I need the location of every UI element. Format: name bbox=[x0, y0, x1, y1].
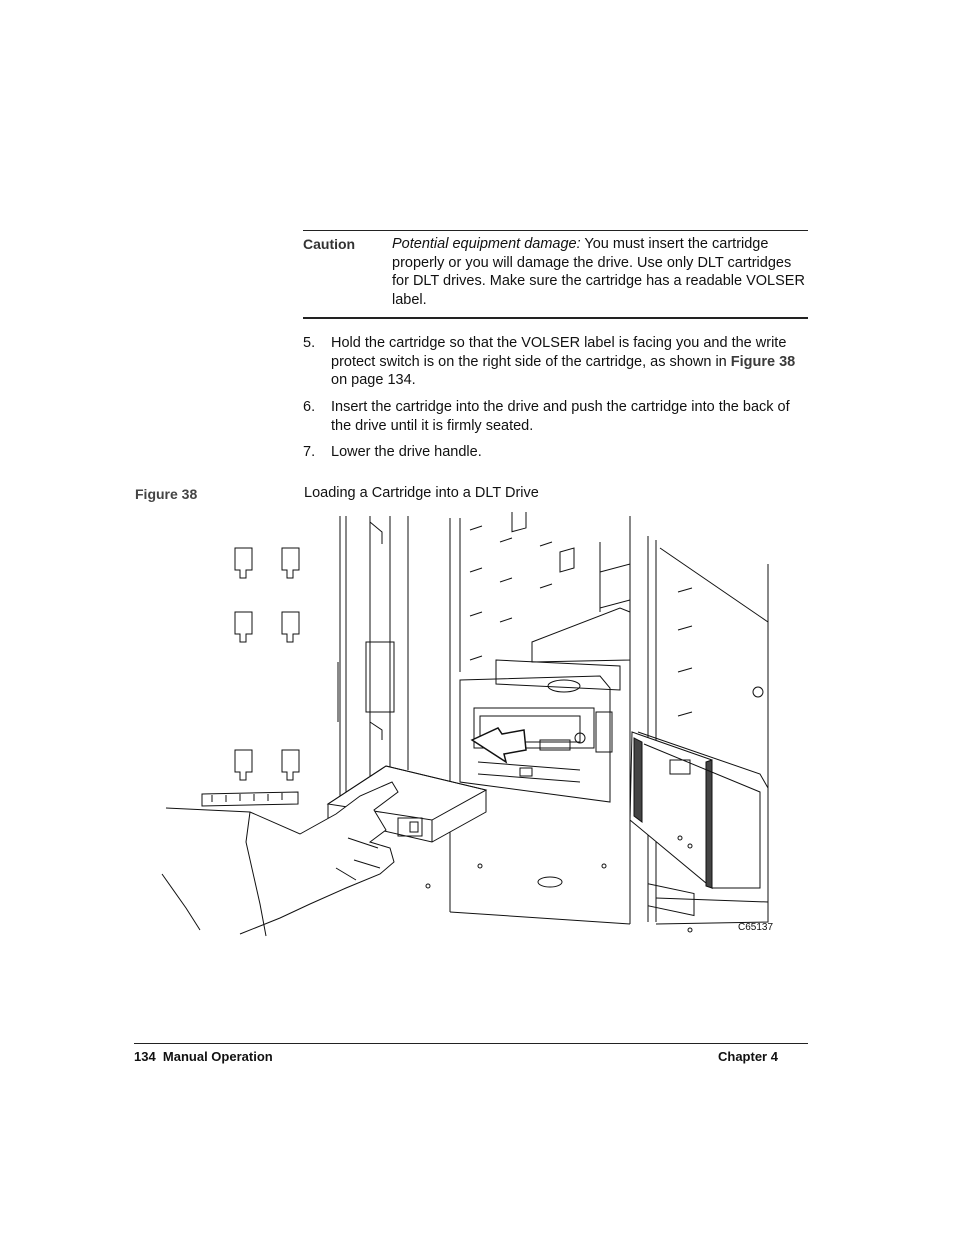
library-left-column bbox=[338, 516, 408, 812]
step-6 bbox=[303, 398, 803, 436]
figure-link[interactable]: Figure 38 bbox=[730, 353, 796, 370]
library-center-column bbox=[450, 512, 630, 924]
footer-chapter: Chapter 4 bbox=[718, 1049, 778, 1064]
library-floor bbox=[426, 864, 692, 932]
figure-label: Figure 38 bbox=[135, 486, 198, 502]
step-text: Lower the drive handle. bbox=[331, 444, 482, 460]
step-number: 7. bbox=[303, 444, 316, 460]
step-7 bbox=[303, 443, 803, 463]
drive-bay bbox=[460, 660, 620, 802]
removed-drive bbox=[630, 732, 768, 916]
figure-code: C65137 bbox=[738, 922, 774, 933]
caution-text bbox=[392, 235, 808, 309]
caution-label: Caution bbox=[303, 236, 356, 252]
caution-body: You must insert the cartridge properly or you will damage the drive. Use only DLT cartridges for DLT drives. Make sure the cartridge has a readable VOLSER label. bbox=[392, 236, 805, 308]
caution-bottom-rule bbox=[303, 317, 808, 319]
step-number: 6. bbox=[303, 399, 316, 415]
step-text: Insert the cartridge into the drive and push the cartridge into the back of the drive until it is firmly seated. bbox=[331, 399, 790, 434]
footer-page-section: 134 Manual Operation bbox=[134, 1049, 273, 1064]
hand bbox=[162, 782, 398, 936]
step-number: 5. bbox=[303, 335, 316, 351]
dlt-drive-illustration bbox=[160, 512, 790, 940]
footer-rule bbox=[134, 1043, 808, 1044]
left-wall-brackets bbox=[202, 548, 299, 806]
caution-top-rule bbox=[303, 230, 808, 231]
figure-illustration bbox=[160, 512, 790, 940]
caution-lead: Potential equipment damage: bbox=[392, 236, 581, 252]
figure-title: Loading a Cartridge into a DLT Drive bbox=[304, 485, 539, 501]
step-5 bbox=[303, 334, 803, 390]
step-text: Hold the cartridge so that the VOLSER label is facing you and the write protect switch is on the right side of the cartridge, as shown in Figure 38 on page 134. bbox=[331, 335, 796, 388]
